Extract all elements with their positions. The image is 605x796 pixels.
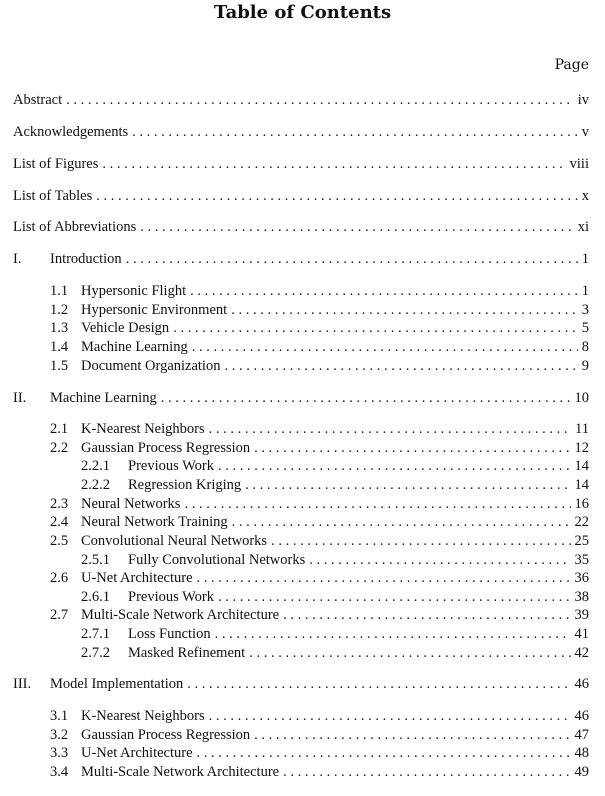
toc-entry-leader [209, 707, 571, 725]
toc-entry-page: viii [569, 156, 589, 172]
toc-entry-leader [96, 187, 577, 205]
toc-entry-number: 2.7.1 [81, 626, 110, 642]
toc-entry [0, 357, 589, 375]
toc-entry-page: 36 [574, 570, 589, 586]
toc-entry [0, 625, 589, 643]
toc-entry-leader [271, 532, 570, 550]
toc-entry-label: List of Abbreviations [13, 219, 137, 235]
toc-entry-number: 2.7 [50, 607, 69, 623]
toc-entry [0, 155, 589, 173]
toc-entry-label: Model Implementation [50, 676, 184, 692]
toc-entry-number: 3.2 [50, 727, 69, 743]
toc-entry-number: 3.4 [50, 764, 69, 780]
toc-entry [0, 707, 589, 725]
toc-entry-number: 1.5 [50, 358, 69, 374]
toc-entry-label: Regression Kriging [128, 477, 242, 493]
toc-entry-leader [309, 551, 570, 569]
toc-entry-number: 3.1 [50, 708, 69, 724]
toc-entry-label: List of Figures [13, 156, 99, 172]
toc-entry-leader [140, 218, 573, 236]
toc-entry [0, 187, 589, 205]
toc-entry-page: 9 [581, 358, 589, 374]
toc-entry-number: 2.5 [50, 533, 69, 549]
toc-entry-number: 2.2.1 [81, 458, 110, 474]
toc-entry-leader [161, 389, 571, 407]
toc-entry-leader [254, 439, 570, 457]
toc-entry-leader [231, 301, 578, 319]
toc-entry-page: 12 [574, 440, 589, 456]
toc-entry-leader [254, 726, 570, 744]
toc-entry-page: 25 [574, 533, 589, 549]
toc-entry [0, 457, 589, 475]
toc-entry-label: Gaussian Process Regression [81, 440, 251, 456]
toc-entry-leader [173, 319, 578, 337]
toc-entry-label: U-Net Architecture [81, 745, 193, 761]
toc-entry-label: Loss Function [128, 626, 211, 642]
toc-entry [0, 675, 589, 693]
toc-entry-page: 39 [574, 607, 589, 623]
toc-entry [0, 495, 589, 513]
toc-entry-label: Machine Learning [81, 339, 188, 355]
page-column-header: Page [554, 57, 589, 73]
toc-entry-page: 38 [574, 589, 589, 605]
toc-entry [0, 420, 589, 438]
toc-entry-label: K-Nearest Neighbors [81, 421, 205, 437]
toc-entry-label: K-Nearest Neighbors [81, 708, 205, 724]
toc-entry-number: 2.3 [50, 496, 69, 512]
toc-entry-page: 5 [581, 320, 589, 336]
toc-entry [0, 532, 589, 550]
toc-entry-leader [215, 625, 571, 643]
toc-entry-leader [249, 644, 570, 662]
toc-entry-label: Introduction [50, 251, 122, 267]
toc-entry-page: 42 [574, 645, 589, 661]
toc-entry-label: Convolutional Neural Networks [81, 533, 268, 549]
toc-entry-number: II. [13, 390, 27, 406]
toc-entry-leader [192, 338, 578, 356]
toc-entry-page: 49 [574, 764, 589, 780]
toc-entry-page: 16 [574, 496, 589, 512]
toc-entry-page: v [581, 124, 589, 140]
toc-entry-leader [245, 476, 570, 494]
toc-entry-number: I. [13, 251, 22, 267]
toc-entry [0, 644, 589, 662]
toc-entry-number: 2.4 [50, 514, 69, 530]
toc-entry [0, 513, 589, 531]
page-title: Table of Contents [213, 2, 392, 23]
toc-entry-page: 3 [581, 302, 589, 318]
toc-entry-page: 22 [574, 514, 589, 530]
toc-entry-page: 14 [574, 458, 589, 474]
toc-entry [0, 476, 589, 494]
toc-entry-leader [224, 357, 577, 375]
toc-entry-page: xi [577, 219, 589, 235]
toc-entry-page: 10 [574, 390, 589, 406]
toc-entry-label: Neural Networks [81, 496, 181, 512]
toc-entry-label: Acknowledgements [13, 124, 129, 140]
toc-entry-number: 1.4 [50, 339, 69, 355]
toc-entry-page: 47 [574, 727, 589, 743]
toc-entry-number: 2.7.2 [81, 645, 110, 661]
toc-entry-number: 2.2.2 [81, 477, 110, 493]
toc-entry [0, 218, 589, 236]
toc-entry-label: Previous Work [128, 589, 214, 605]
toc-entry-page: 41 [574, 626, 589, 642]
toc-entry-label: Multi-Scale Network Architecture [81, 764, 280, 780]
toc-entry-page: 1 [581, 283, 589, 299]
toc-entry [0, 389, 589, 407]
toc-entry-leader [197, 569, 571, 587]
toc-entry [0, 123, 589, 141]
toc-entry-number: 2.1 [50, 421, 69, 437]
toc-entry-leader [102, 155, 565, 173]
toc-entry-leader [126, 250, 578, 268]
toc-entry-page: 46 [574, 676, 589, 692]
toc-entry-label: Document Organization [81, 358, 221, 374]
toc-entry-page: iv [577, 92, 589, 108]
toc-entry-number: 1.1 [50, 283, 69, 299]
toc-entry-page: 35 [574, 552, 589, 568]
toc-entry-label: Gaussian Process Regression [81, 727, 251, 743]
toc-entry [0, 282, 589, 300]
toc-entry-leader [132, 123, 578, 141]
toc-entry-page: 48 [574, 745, 589, 761]
toc-entry-leader [66, 91, 574, 109]
toc-entry-page: 1 [581, 251, 589, 267]
toc-entry-leader [218, 588, 571, 606]
toc-entry-label: Abstract [13, 92, 63, 108]
toc-entry [0, 569, 589, 587]
toc-entry-label: U-Net Architecture [81, 570, 193, 586]
toc-entry-page: 8 [581, 339, 589, 355]
toc-entry [0, 301, 589, 319]
toc-entry [0, 744, 589, 762]
toc-entry-number: 1.3 [50, 320, 69, 336]
toc-entry-label: Machine Learning [50, 390, 157, 406]
toc-entry-leader [184, 495, 570, 513]
toc-entry-label: Vehicle Design [81, 320, 170, 336]
toc-entry-leader [197, 744, 571, 762]
toc-entry-number: 2.5.1 [81, 552, 110, 568]
toc-entry-leader [218, 457, 571, 475]
toc-entry-label: Hypersonic Flight [81, 283, 187, 299]
toc-entry [0, 91, 589, 109]
toc-entry-label: Previous Work [128, 458, 214, 474]
toc-entry [0, 439, 589, 457]
toc-entry-number: 2.2 [50, 440, 69, 456]
toc-entry-label: Multi-Scale Network Architecture [81, 607, 280, 623]
toc-entry-label: Fully Convolutional Networks [128, 552, 306, 568]
toc-entry-leader [190, 282, 578, 300]
toc-entry-label: Hypersonic Environment [81, 302, 228, 318]
toc-entry-leader [209, 420, 571, 438]
toc-entry [0, 588, 589, 606]
toc-entry-leader [283, 763, 570, 781]
toc-entry-number: 2.6.1 [81, 589, 110, 605]
toc-entry-number: 1.2 [50, 302, 69, 318]
toc-entry [0, 726, 589, 744]
toc-entry-number: 3.3 [50, 745, 69, 761]
toc-entry [0, 606, 589, 624]
toc-entry-leader [232, 513, 571, 531]
toc-entry [0, 763, 589, 781]
toc-entry [0, 319, 589, 337]
toc-entry-page: x [581, 188, 589, 204]
toc-entry-label: Masked Refinement [128, 645, 246, 661]
toc-entry-page: 46 [574, 708, 589, 724]
toc-entry-label: Neural Network Training [81, 514, 228, 530]
toc-entry [0, 551, 589, 569]
toc-entry [0, 338, 589, 356]
toc-entry-label: List of Tables [13, 188, 93, 204]
toc-entry-page: 11 [575, 421, 589, 437]
toc-entry-page: 14 [574, 477, 589, 493]
toc-entry-leader [283, 606, 570, 624]
toc-entry-leader [187, 675, 570, 693]
toc-entry-number: 2.6 [50, 570, 69, 586]
toc-entry [0, 250, 589, 268]
toc-entry-number: III. [13, 676, 32, 692]
